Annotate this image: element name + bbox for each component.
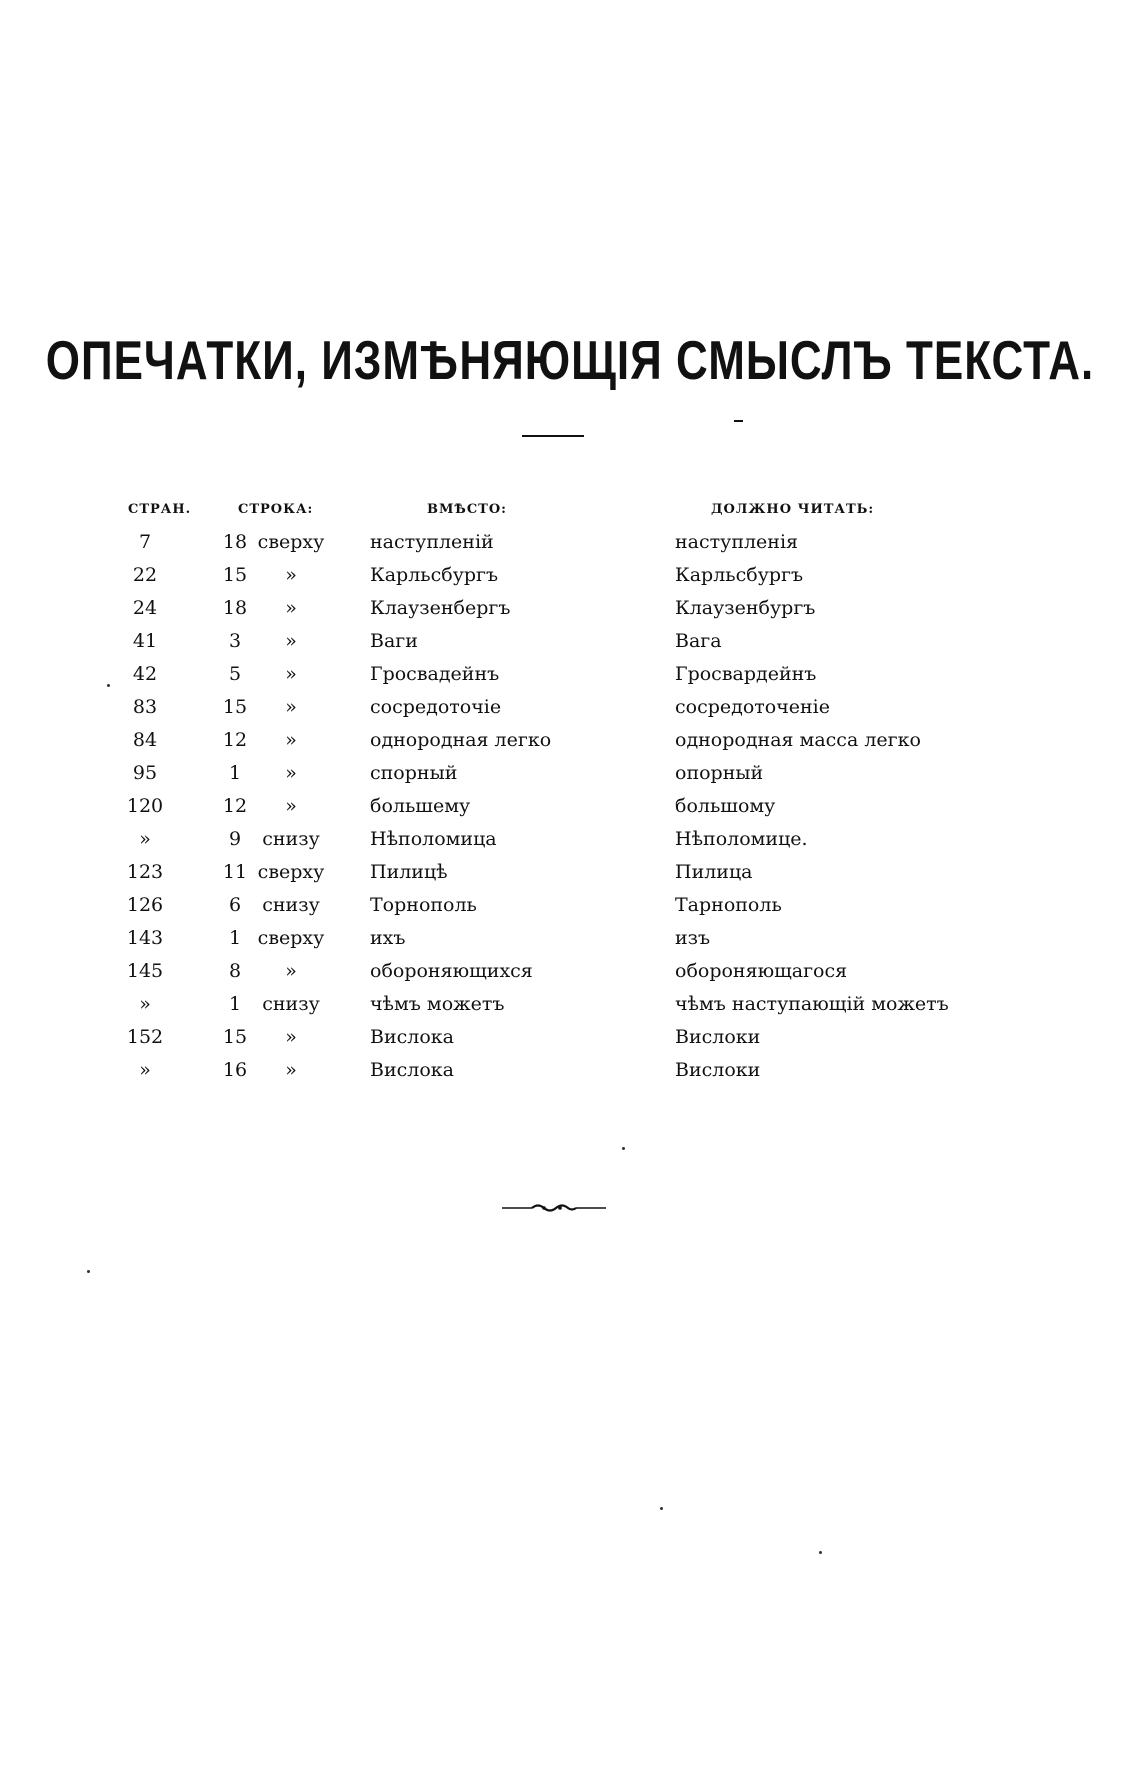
table-row <box>0 988 1140 1021</box>
page-speck <box>819 1551 822 1554</box>
cell-line: 12 <box>222 729 248 751</box>
cell-line: 3 <box>228 630 242 652</box>
cell-line: 9 <box>228 828 242 850</box>
cell-instead: сосредоточіе <box>370 696 502 718</box>
cell-line: 18 <box>222 531 248 553</box>
cell-should-read: обороняющагося <box>675 960 848 982</box>
cell-instead: Торнополь <box>370 894 477 916</box>
cell-instead: большему <box>370 795 471 817</box>
cell-position: » <box>285 795 297 817</box>
cell-position: сверху <box>257 861 325 883</box>
table-row <box>0 955 1140 988</box>
cell-line: 11 <box>222 861 248 883</box>
cell-position: » <box>285 1026 297 1048</box>
title-divider <box>522 435 584 437</box>
page-speck <box>107 684 110 687</box>
cell-should-read: Карльсбургъ <box>675 564 804 586</box>
table-row <box>0 823 1140 856</box>
table-row <box>0 724 1140 757</box>
cell-should-read: Тарнополь <box>675 894 782 916</box>
cell-line: 15 <box>222 564 248 586</box>
cell-page: 22 <box>132 564 158 586</box>
cell-line: 16 <box>222 1059 248 1081</box>
cell-position: » <box>285 630 297 652</box>
cell-instead: Клаузенбергъ <box>370 597 511 619</box>
cell-position: сверху <box>257 927 325 949</box>
cell-position: » <box>285 762 297 784</box>
cell-page: 145 <box>126 960 164 982</box>
cell-should-read: Вага <box>675 630 722 652</box>
cell-line: 18 <box>222 597 248 619</box>
title-dash <box>734 420 743 422</box>
header-should-read: ДОЛЖНО ЧИТАТЬ: <box>711 502 875 517</box>
cell-page: 84 <box>132 729 158 751</box>
cell-instead: однородная легко <box>370 729 552 751</box>
cell-should-read: изъ <box>675 927 711 949</box>
cell-instead: Карльсбургъ <box>370 564 499 586</box>
cell-should-read: Гросвардейнъ <box>675 663 817 685</box>
cell-should-read: сосредоточеніе <box>675 696 831 718</box>
cell-page: 126 <box>126 894 164 916</box>
page-title: ОПЕЧАТКИ, ИЗМѢНЯЮЩІЯ СМЫСЛЪ ТЕКСТА. <box>45 330 1095 392</box>
table-row <box>0 889 1140 922</box>
table-row <box>0 559 1140 592</box>
cell-instead: чѣмъ можетъ <box>370 993 505 1015</box>
page-speck <box>622 1147 625 1150</box>
cell-position: » <box>285 564 297 586</box>
cell-page: » <box>139 993 151 1015</box>
cell-page: 120 <box>126 795 164 817</box>
cell-line: 15 <box>222 1026 248 1048</box>
closing-ornament-icon <box>502 1201 606 1215</box>
table-row <box>0 757 1140 790</box>
cell-line: 15 <box>222 696 248 718</box>
table-row <box>0 1054 1140 1087</box>
cell-line: 1 <box>228 762 242 784</box>
cell-should-read: Нѣполомице. <box>675 828 808 850</box>
cell-position: снизу <box>262 894 320 916</box>
table-row <box>0 592 1140 625</box>
page-speck <box>87 1270 90 1273</box>
page-speck <box>660 1507 663 1510</box>
cell-should-read: большому <box>675 795 776 817</box>
table-row <box>0 856 1140 889</box>
header-line: СТРОКА: <box>238 502 314 517</box>
cell-should-read: наступленія <box>675 531 799 553</box>
cell-page: 7 <box>138 531 152 553</box>
cell-line: 12 <box>222 795 248 817</box>
cell-should-read: чѣмъ наступающій можетъ <box>675 993 949 1015</box>
cell-should-read: Пилица <box>675 861 753 883</box>
cell-should-read: Вислоки <box>675 1059 761 1081</box>
cell-position: » <box>285 729 297 751</box>
table-row <box>0 691 1140 724</box>
cell-position: » <box>285 960 297 982</box>
cell-page: 83 <box>132 696 158 718</box>
cell-instead: Вислока <box>370 1059 454 1081</box>
cell-should-read: Клаузенбургъ <box>675 597 816 619</box>
cell-instead: Нѣполомица <box>370 828 497 850</box>
cell-line: 8 <box>228 960 242 982</box>
cell-page: » <box>139 828 151 850</box>
cell-line: 6 <box>228 894 242 916</box>
table-row <box>0 922 1140 955</box>
table-row <box>0 658 1140 691</box>
cell-instead: Пилицѣ <box>370 861 448 883</box>
cell-page: 41 <box>132 630 158 652</box>
table-row <box>0 625 1140 658</box>
cell-position: » <box>285 663 297 685</box>
cell-page: » <box>139 1059 151 1081</box>
cell-position: » <box>285 597 297 619</box>
cell-page: 143 <box>126 927 164 949</box>
cell-position: снизу <box>262 828 320 850</box>
cell-line: 1 <box>228 993 242 1015</box>
cell-position: » <box>285 1059 297 1081</box>
cell-page: 152 <box>126 1026 164 1048</box>
cell-instead: Гросвадейнъ <box>370 663 500 685</box>
cell-instead: спорный <box>370 762 458 784</box>
header-page: СТРАН. <box>128 502 192 517</box>
cell-should-read: опорный <box>675 762 764 784</box>
cell-instead: обороняющихся <box>370 960 533 982</box>
cell-should-read: Вислоки <box>675 1026 761 1048</box>
cell-position: » <box>285 696 297 718</box>
cell-instead: ихъ <box>370 927 406 949</box>
cell-position: сверху <box>257 531 325 553</box>
table-row <box>0 1021 1140 1054</box>
cell-page: 24 <box>132 597 158 619</box>
cell-instead: Вислока <box>370 1026 454 1048</box>
cell-instead: наступленій <box>370 531 494 553</box>
cell-should-read: однородная масса легко <box>675 729 921 751</box>
cell-page: 123 <box>126 861 164 883</box>
cell-line: 5 <box>228 663 242 685</box>
cell-page: 95 <box>132 762 158 784</box>
table-row <box>0 790 1140 823</box>
cell-page: 42 <box>132 663 158 685</box>
cell-instead: Ваги <box>370 630 418 652</box>
table-row <box>0 526 1140 559</box>
cell-line: 1 <box>228 927 242 949</box>
header-instead: ВМѢСТО: <box>427 502 507 517</box>
cell-position: снизу <box>262 993 320 1015</box>
